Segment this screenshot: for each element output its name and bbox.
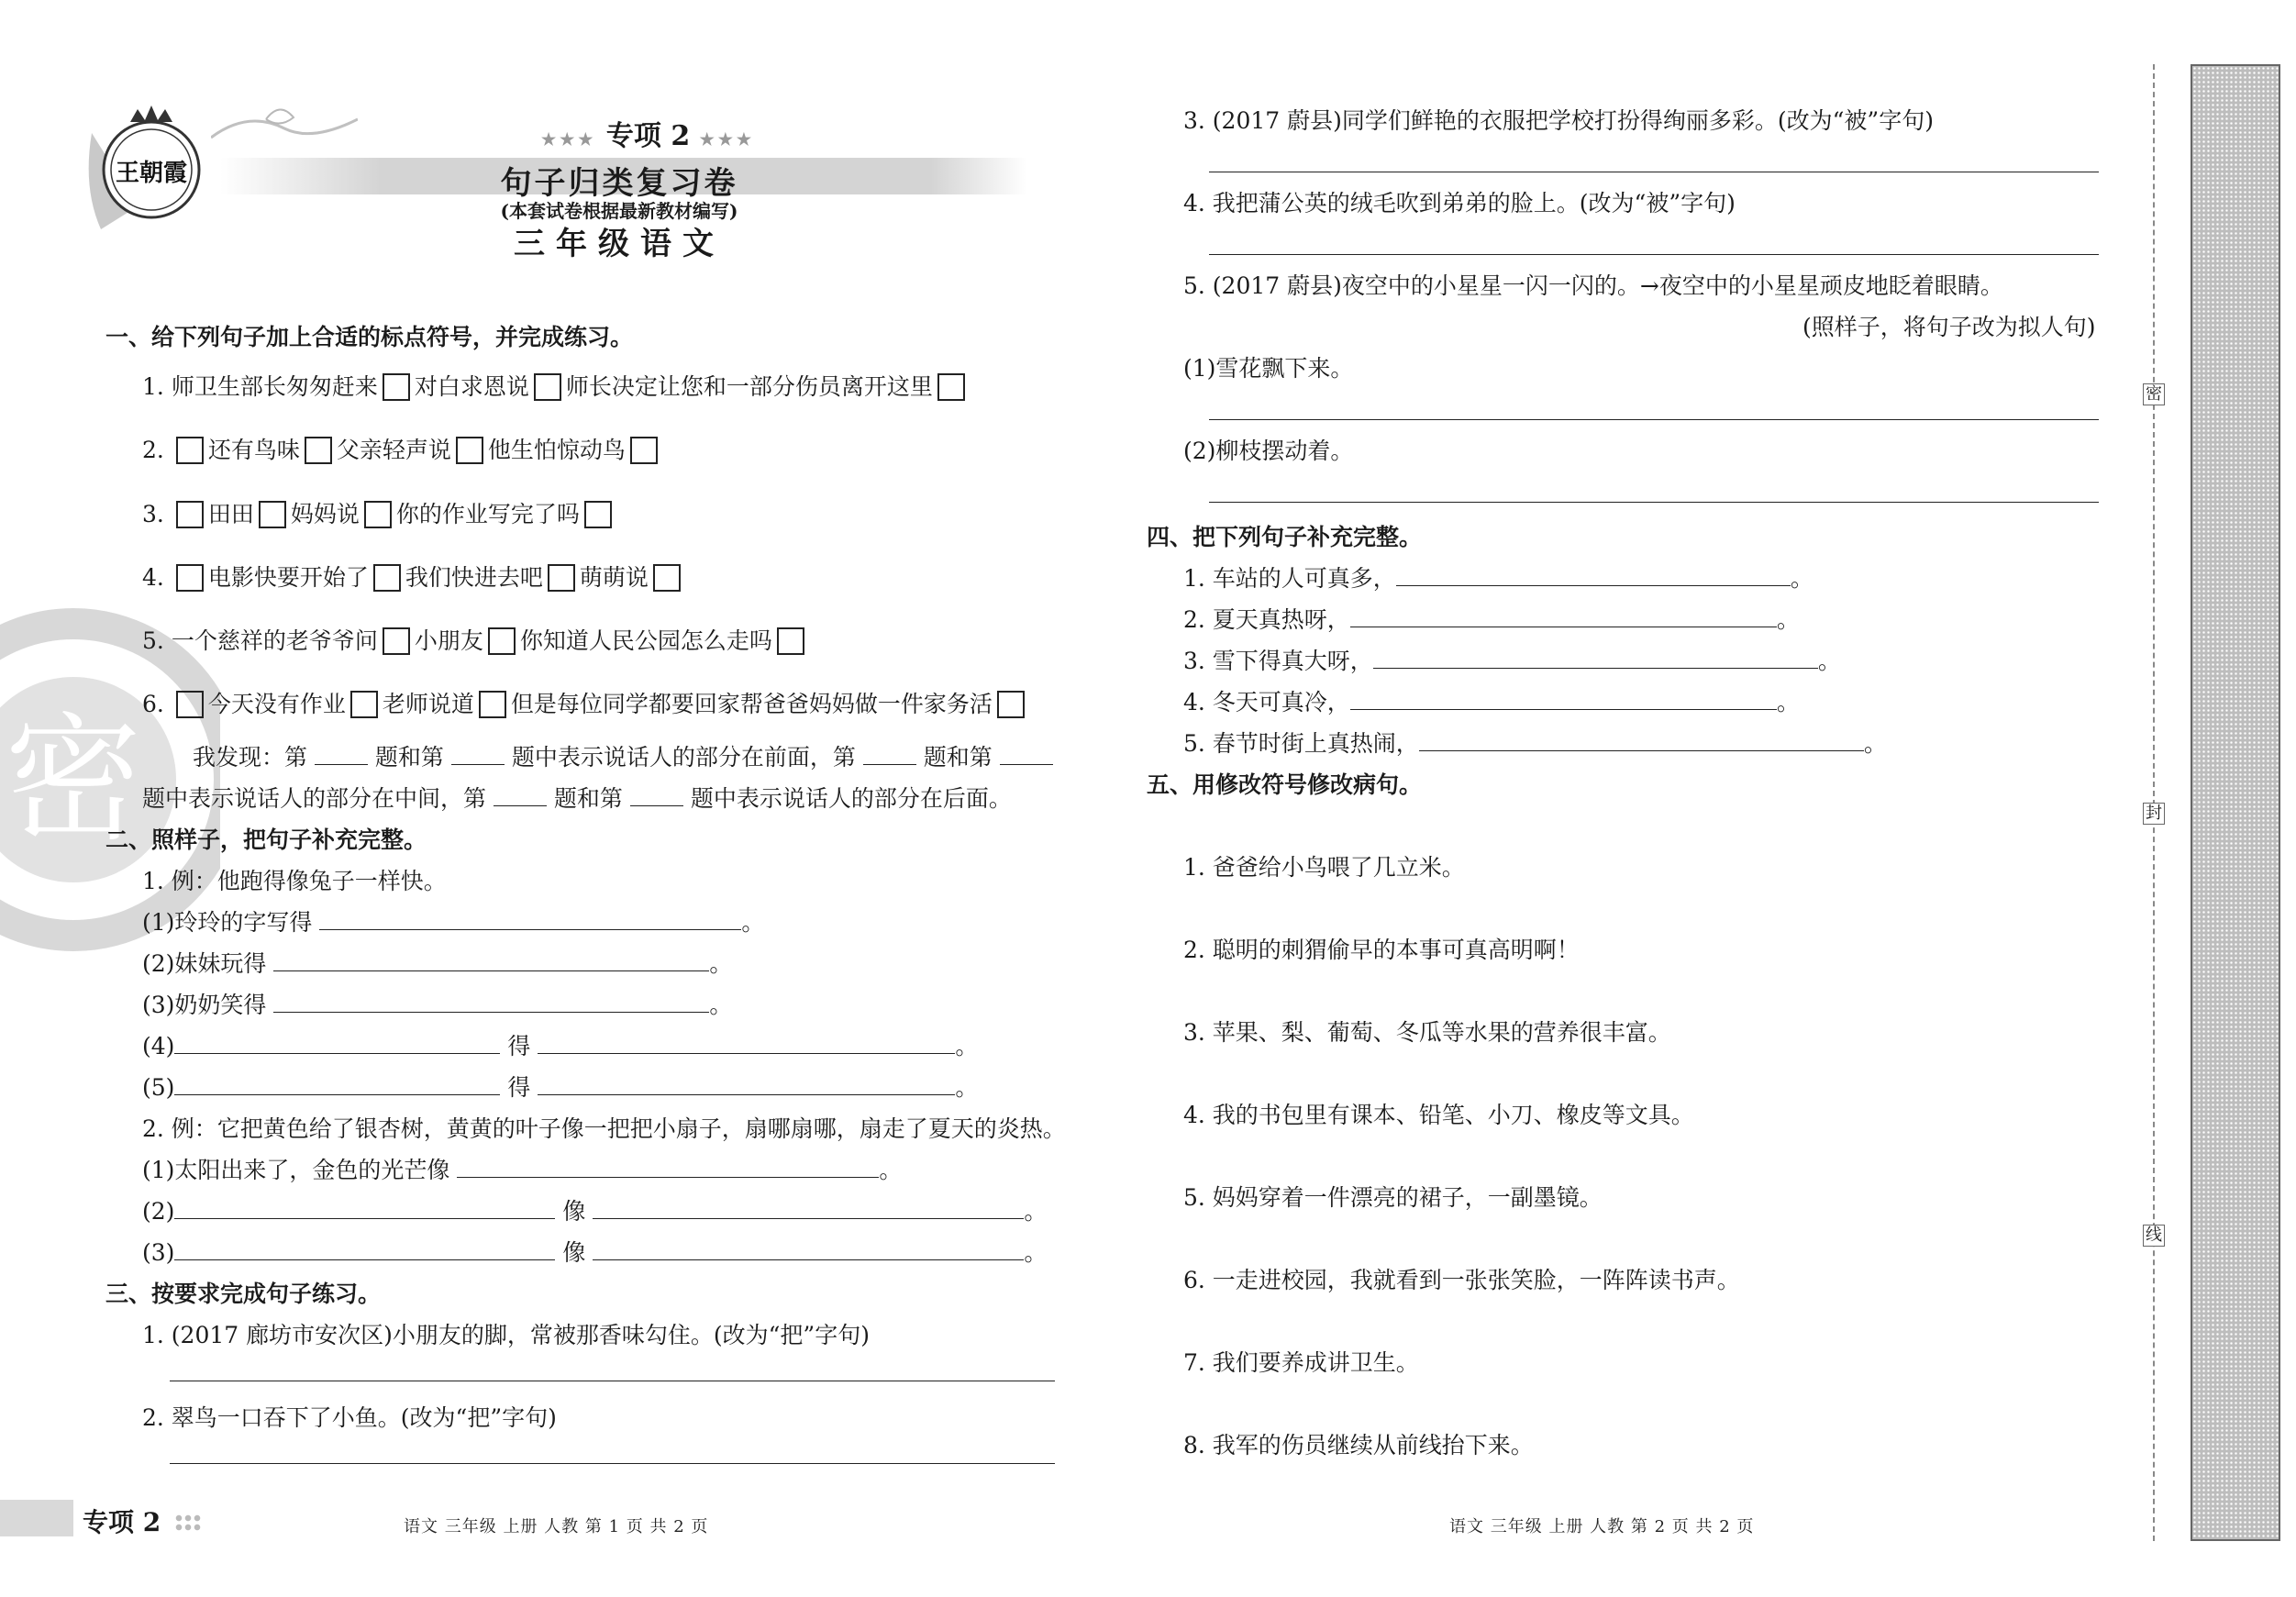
answer-blank[interactable] bbox=[593, 1239, 1024, 1260]
answer-blank[interactable] bbox=[1396, 565, 1791, 586]
answer-blank[interactable] bbox=[538, 1074, 955, 1095]
binding-char-xian: 线 bbox=[2143, 1225, 2165, 1247]
answer-blank[interactable] bbox=[1350, 606, 1777, 627]
s3-q3: 3. (2017 蔚县)同学们鲜艳的衣服把学校打扮得绚丽多彩。(改为“被”字句) bbox=[1183, 107, 1934, 134]
section-2-title: 二、照样子，把句子补充完整。 bbox=[105, 826, 427, 853]
binding-char-mi: 密 bbox=[2143, 383, 2165, 405]
series-label: ★★★ 专项 2 ★★★ bbox=[541, 120, 756, 152]
s4-q5: 5. 春节时街上真热闹， 。 bbox=[1183, 730, 1887, 757]
binding-strip bbox=[2191, 64, 2280, 1541]
s2-item-2: (2)妹妹玩得 。 bbox=[142, 950, 733, 977]
punct-box[interactable] bbox=[176, 501, 204, 528]
answer-blank[interactable] bbox=[863, 744, 916, 765]
q1-3: 3. 田田 妈妈说 你的作业写完了吗 bbox=[142, 500, 616, 530]
section-5-title: 五、用修改符号修改病句。 bbox=[1147, 771, 1423, 798]
punct-box[interactable] bbox=[488, 627, 516, 655]
s4-q2: 2. 夏天真热呀， 。 bbox=[1183, 606, 1800, 633]
s3-q4: 4. 我把蒲公英的绒毛吹到弟弟的脸上。(改为“被”字句) bbox=[1183, 190, 1736, 216]
punct-box[interactable] bbox=[997, 691, 1025, 718]
s2-item-j2: (2) 像 。 bbox=[142, 1198, 1048, 1225]
punct-box[interactable] bbox=[777, 627, 804, 655]
s4-q3: 3. 雪下得真大呀， 。 bbox=[1183, 648, 1841, 674]
punct-box[interactable] bbox=[383, 627, 410, 655]
answer-blank[interactable] bbox=[319, 909, 741, 930]
punct-box[interactable] bbox=[364, 501, 392, 528]
punct-box[interactable] bbox=[584, 501, 612, 528]
punct-box[interactable] bbox=[548, 564, 575, 592]
answer-line[interactable] bbox=[1209, 419, 2099, 420]
punct-box[interactable] bbox=[456, 437, 483, 464]
answer-blank[interactable] bbox=[1419, 730, 1864, 751]
ribbon-decoration bbox=[211, 101, 358, 165]
s4-q1: 1. 车站的人可真多， 。 bbox=[1183, 565, 1814, 592]
answer-blank[interactable] bbox=[1373, 648, 1818, 669]
answer-blank[interactable] bbox=[538, 1033, 955, 1054]
punct-box[interactable] bbox=[176, 564, 204, 592]
answer-line[interactable] bbox=[1209, 502, 2099, 503]
binding-char-feng: 封 bbox=[2143, 803, 2165, 825]
s3-q1: 1. (2017 廊坊市安次区)小朋友的脚，常被那香味勾住。(改为“把”字句) bbox=[142, 1322, 870, 1348]
s5-q7: 7. 我们要养成讲卫生。 bbox=[1183, 1349, 1419, 1376]
footer-right: 语文 三年级 上册 人教 第 2 页 共 2 页 bbox=[1449, 1517, 1755, 1536]
answer-blank[interactable] bbox=[457, 1157, 879, 1178]
s3-q2: 2. 翠鸟一口吞下了小鱼。(改为“把”字句) bbox=[142, 1404, 557, 1431]
section-4-title: 四、把下列句子补充完整。 bbox=[1147, 524, 1423, 550]
footer-tag: 专项 2 bbox=[83, 1507, 161, 1537]
s4-q4: 4. 冬天可真冷， 。 bbox=[1183, 689, 1800, 715]
punct-box[interactable] bbox=[176, 691, 204, 718]
punct-box[interactable] bbox=[534, 373, 561, 401]
punct-box[interactable] bbox=[305, 437, 332, 464]
s2-example-2: 2. 例：它把黄色给了银杏树，黄黄的叶子像一把把小扇子，扇哪扇哪，扇走了夏天的炎热。 bbox=[142, 1115, 1066, 1142]
punct-box[interactable] bbox=[383, 373, 410, 401]
footer-tag-band bbox=[0, 1500, 73, 1536]
answer-blank[interactable] bbox=[630, 785, 683, 806]
q1-5: 5. 一个慈祥的老爷爷问 小朋友 你知道人民公园怎么走吗 bbox=[142, 627, 809, 657]
section-3-title: 三、按要求完成句子练习。 bbox=[105, 1281, 382, 1307]
s5-q6: 6. 一走进校园，我就看到一张张笑脸，一阵阵读书声。 bbox=[1183, 1267, 1740, 1293]
punct-box[interactable] bbox=[259, 501, 286, 528]
s2-item-5: (5) 得 。 bbox=[142, 1074, 979, 1101]
punct-box[interactable] bbox=[176, 437, 204, 464]
q1-4: 4. 电影快要开始了 我们快进去吧 萌萌说 bbox=[142, 563, 685, 593]
subtitle: (本套试卷根据最新教材编写) bbox=[500, 200, 738, 222]
answer-blank[interactable] bbox=[273, 992, 709, 1013]
answer-line[interactable] bbox=[1209, 254, 2099, 255]
footer-tag-dots bbox=[174, 1514, 202, 1532]
answer-blank[interactable] bbox=[593, 1198, 1024, 1219]
s5-q8: 8. 我军的伤员继续从前线抬下来。 bbox=[1183, 1432, 1534, 1458]
punct-box[interactable] bbox=[653, 564, 681, 592]
find-line-1: 我发现：第 题和第 题中表示说话人的部分在前面，第 题和第 bbox=[193, 743, 1053, 772]
s2-item-j1: (1)太阳出来了，金色的光芒像 。 bbox=[142, 1157, 903, 1183]
watermark-char: 密 bbox=[4, 701, 143, 860]
footer-left: 语文 三年级 上册 人教 第 1 页 共 2 页 bbox=[404, 1517, 709, 1536]
answer-blank[interactable] bbox=[1000, 744, 1053, 765]
q1-2: 2. 还有鸟味 父亲轻声说 他生怕惊动鸟 bbox=[142, 436, 662, 466]
s2-item-3: (3)奶奶笑得 。 bbox=[142, 992, 733, 1018]
answer-blank[interactable] bbox=[273, 950, 709, 971]
s3-q5-2: (2)柳枝摆动着。 bbox=[1183, 438, 1354, 464]
s5-q3: 3. 苹果、梨、葡萄、冬瓜等水果的营养很丰富。 bbox=[1183, 1019, 1671, 1046]
answer-blank[interactable] bbox=[174, 1239, 555, 1260]
find-line-2: 题中表示说话人的部分在中间，第 题和第 题中表示说话人的部分在后面。 bbox=[142, 785, 1012, 812]
punct-box[interactable] bbox=[937, 373, 965, 401]
answer-blank[interactable] bbox=[174, 1033, 500, 1054]
s2-item-j3: (3) 像 。 bbox=[142, 1239, 1048, 1266]
punct-box[interactable] bbox=[479, 691, 506, 718]
answer-blank[interactable] bbox=[174, 1074, 500, 1095]
q1-1: 1. 师卫生部长匆匆赶来 对白求恩说 师长决定让您和一部分伤员离开这里 bbox=[142, 372, 970, 403]
s5-q1: 1. 爸爸给小鸟喂了几立米。 bbox=[1183, 854, 1465, 881]
s5-q4: 4. 我的书包里有课本、铅笔、小刀、橡皮等文具。 bbox=[1183, 1102, 1694, 1128]
s2-item-1: (1)玲玲的字写得 。 bbox=[142, 909, 765, 936]
punct-box[interactable] bbox=[630, 437, 658, 464]
answer-blank[interactable] bbox=[451, 744, 505, 765]
s3-q5-1: (1)雪花飘下来。 bbox=[1183, 355, 1354, 382]
punct-box[interactable] bbox=[350, 691, 378, 718]
q1-6: 6. 今天没有作业 老师说道 但是每位同学都要回家帮爸爸妈妈做一件家务活 bbox=[142, 690, 1029, 720]
s3-q5-requirement: (照样子，将句子改为拟人句) bbox=[1802, 314, 2096, 340]
s5-q2: 2. 聪明的刺猬偷早的本事可真高明啊！ bbox=[1183, 937, 1580, 963]
answer-line[interactable] bbox=[170, 1463, 1055, 1464]
answer-blank[interactable] bbox=[494, 785, 547, 806]
s3-q5: 5. (2017 蔚县)夜空中的小星星一闪一闪的。→夜空中的小星星顽皮地眨着眼睛。 bbox=[1183, 272, 2003, 299]
section-1-title: 一、给下列句子加上合适的标点符号，并完成练习。 bbox=[105, 324, 634, 350]
svg-text:王朝霞: 王朝霞 bbox=[115, 160, 188, 187]
page-title: 句子归类复习卷 bbox=[500, 165, 738, 202]
answer-blank[interactable] bbox=[315, 744, 368, 765]
s2-example-1: 1. 例：他跑得像兔子一样快。 bbox=[142, 868, 447, 894]
punct-box[interactable] bbox=[373, 564, 401, 592]
answer-blank[interactable] bbox=[1350, 689, 1777, 710]
s5-q5: 5. 妈妈穿着一件漂亮的裙子，一副墨镜。 bbox=[1183, 1184, 1603, 1211]
s2-item-4: (4) 得 。 bbox=[142, 1033, 979, 1059]
grade-title: 三年级语文 bbox=[514, 226, 725, 262]
answer-blank[interactable] bbox=[174, 1198, 555, 1219]
